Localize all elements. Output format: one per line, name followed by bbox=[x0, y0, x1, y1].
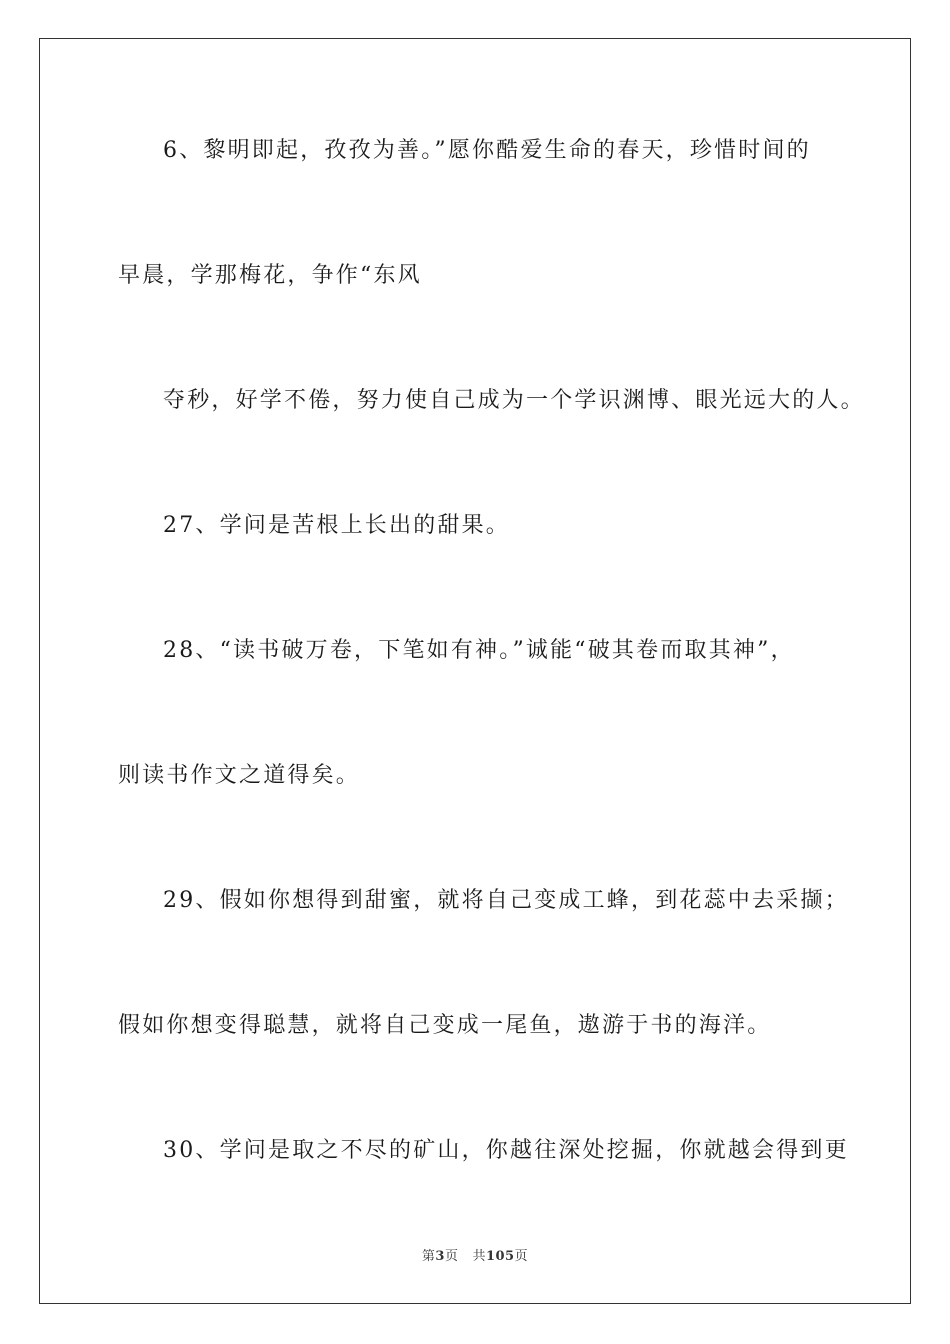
page-number: 3 bbox=[435, 1249, 445, 1264]
page-border bbox=[39, 38, 911, 1304]
text-line-1: 6、黎明即起，孜孜为善。”愿你酷爱生命的春天，珍惜时间的 bbox=[163, 138, 811, 163]
text-line-2: 早晨，学那梅花，争作“东风 bbox=[118, 263, 422, 288]
text-line-4: 27、学问是苦根上长出的甜果。 bbox=[163, 513, 510, 538]
total-pages: 105 bbox=[485, 1249, 515, 1264]
page-suffix: 页 bbox=[444, 1249, 459, 1264]
text-line-8: 假如你想变得聪慧，就将自己变成一尾鱼，遨游于书的海洋。 bbox=[118, 1013, 772, 1038]
page-footer bbox=[0, 1248, 950, 1266]
page-prefix: 第 bbox=[421, 1249, 436, 1264]
text-line-7: 29、假如你想得到甜蜜，就将自己变成工蜂，到花蕊中去采撷； bbox=[163, 888, 849, 913]
total-suffix: 页 bbox=[514, 1249, 529, 1264]
text-line-6: 则读书作文之道得矣。 bbox=[118, 763, 361, 788]
text-line-9: 30、学问是取之不尽的矿山，你越往深处挖掘，你就越会得到更 bbox=[163, 1138, 849, 1163]
text-line-3: 夺秒，好学不倦，努力使自己成为一个学识渊博、眼光远大的人。 bbox=[163, 388, 865, 413]
total-prefix: 共 bbox=[472, 1249, 486, 1264]
text-line-5: 28、“读书破万卷，下笔如有神。”诚能“破其卷而取其神”， bbox=[163, 638, 795, 663]
